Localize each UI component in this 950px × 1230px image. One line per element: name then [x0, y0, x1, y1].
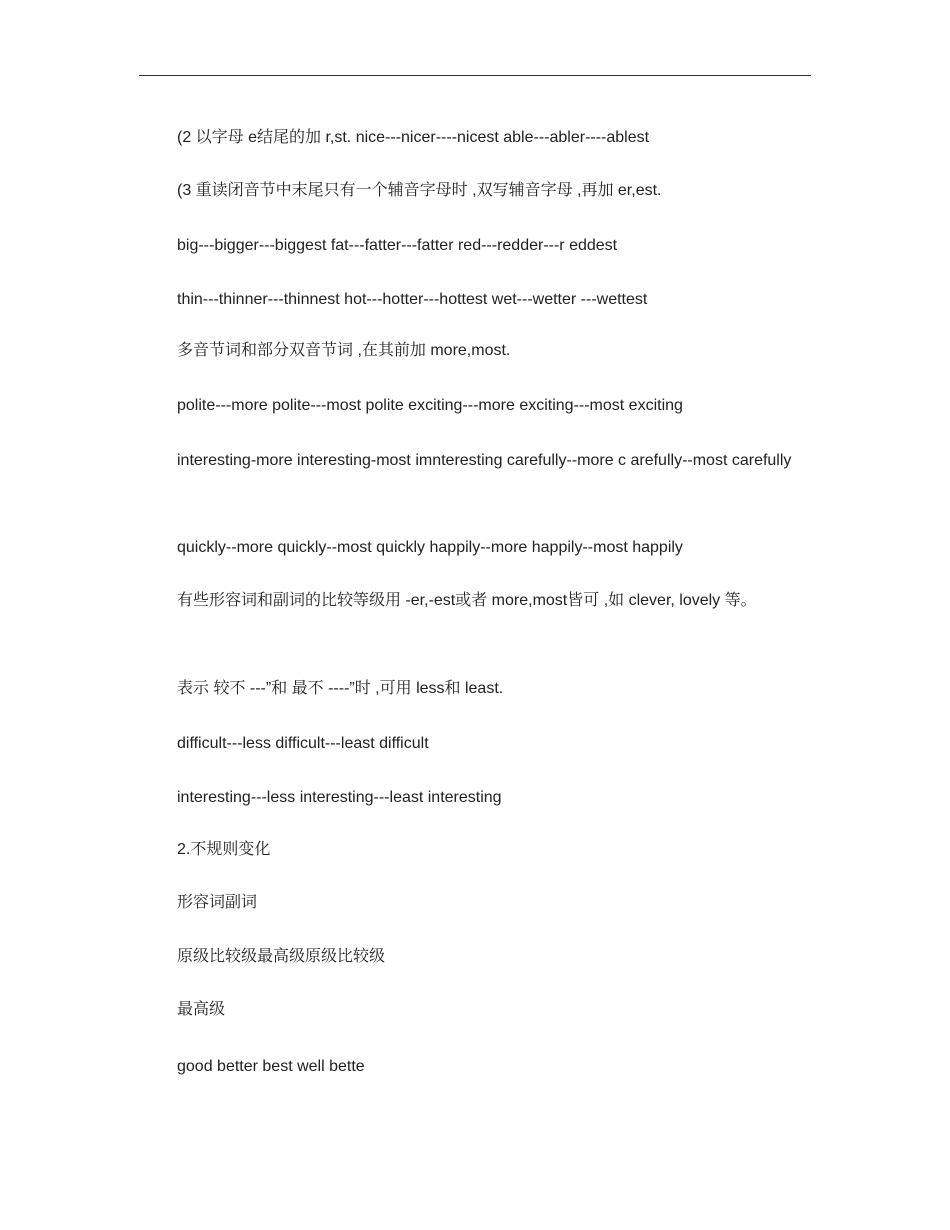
table-header-degrees: 原级比较级最高级原级比较级 — [177, 948, 386, 965]
paragraph-less-least: 表示 较不 ---”和 最不 ----”时 ,可用 less和 least. — [177, 680, 504, 697]
paragraph-multisyllable: 多音节词和部分双音节词 ,在其前加 more,most. — [177, 342, 511, 359]
table-header-superlative: 最高级 — [177, 1001, 226, 1018]
example-line-difficult: difficult---less difficult---least difficult — [177, 735, 429, 752]
table-header-adj-adv: 形容词副词 — [177, 894, 258, 911]
example-line-thin: thin---thinner---thinnest hot---hotter---hottest wet---wetter ---wettest — [177, 291, 648, 308]
example-line-interesting-less: interesting---less interesting---least interesting — [177, 789, 502, 806]
example-line-big: big---bigger---biggest fat---fatter---fatter red---redder---r eddest — [177, 237, 618, 254]
example-line-quickly: quickly--more quickly--most quickly happily--more happily--most happily — [177, 539, 683, 556]
table-row-good: good better best well bette — [177, 1058, 365, 1075]
example-line-interesting: interesting-more interesting-most imnteresting carefully--more c arefully--most carefully — [177, 452, 792, 469]
example-line-polite: polite---more polite---most polite exciting---more exciting---most exciting — [177, 397, 683, 414]
paragraph-either-form: 有些形容词和副词的比较等级用 -er,-est或者 more,most皆可 ,如 clever, lovely 等。 — [177, 592, 757, 609]
section-heading-irregular: 2.不规则变化 — [177, 841, 271, 858]
paragraph-rule-3: (3 重读闭音节中末尾只有一个辅音字母时 ,双写辅音字母 ,再加 er,est. — [177, 182, 662, 199]
header-rule — [139, 75, 811, 76]
paragraph-rule-2: (2 以字母 e结尾的加 r,st. nice---nicer----nicest able---abler----ablest — [177, 129, 650, 146]
